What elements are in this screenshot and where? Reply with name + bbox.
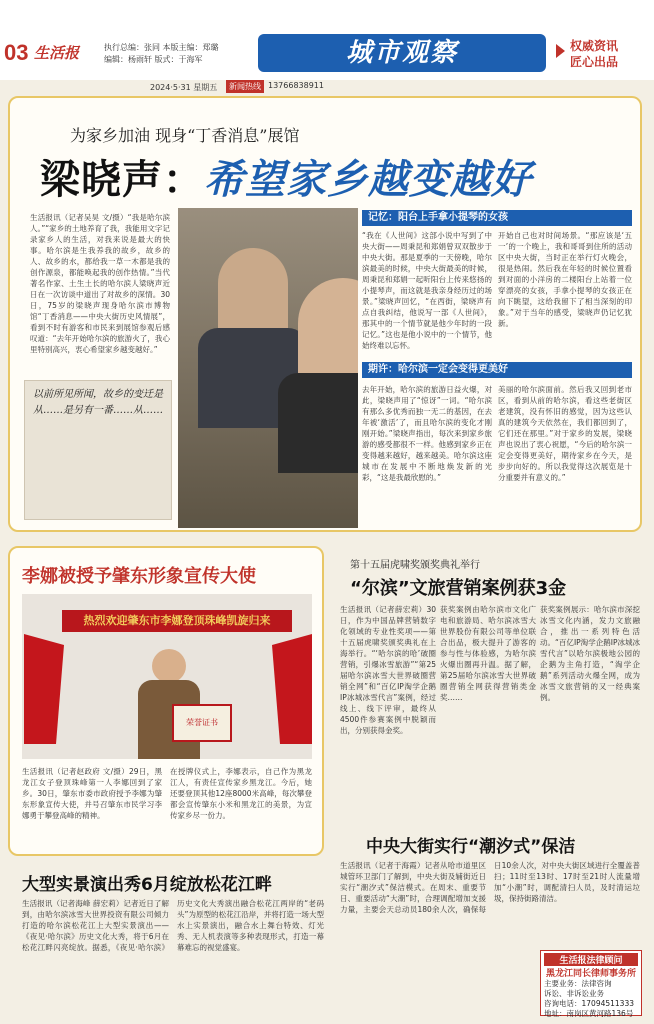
lina-headline: 李娜被授予肇东形象宣传大使	[22, 566, 256, 587]
ad-line-3: 咨询电话：17094511333	[544, 999, 634, 1008]
lina-photo	[22, 594, 312, 759]
handwritten-note-photo	[24, 380, 172, 520]
street-headline: 中央大街实行“潮汐式”保洁	[366, 837, 576, 857]
show-text: 生活报讯（记者海峰 薛宏莉）记者近日了解到，由哈尔滨冰雪大世界投资有限公司倾力打造的哈尔滨松花江上大型实景演出——《夜见·哈尔滨》历史文化大秀，将于6月在松花江畔闪亮绽放。据悉，《夜见·哈尔滨》历史文化大秀演出融合松花江两岸的“老码头”为原型的松花江沿岸，并将打造一场大型水上实景演出，融合水上舞台特效、灯光秀、无人机表演等多种表现形式，打造一幕幕难忘的视觉盛宴。	[22, 899, 324, 952]
show-headline: 大型实景演出秀6月绽放松花江畔	[22, 875, 272, 895]
ad-line-2: 诉讼、非诉讼业务	[544, 989, 604, 998]
feature-intro: 生活报讯（记者吴昊 文/摄）“我是哈尔滨人。”“家乡的土地养育了我，我能用文字记录家乡人的生活，对我来说是最大的快事。哈尔滨是生我养我的故乡，故乡的人、故乡的水，都给我一草一木都是我的创作源泉，都能唤起我的创作热情。”当代著名作家、土生土长的哈尔滨人梁晓声近日在一次访谈中道出了对故乡的深情。30日，75岁的梁晓声现身哈尔滨市博物馆“丁香消息——中央大街历史风情展”，看到不时有游客和市民来到展馆参观后感叹道：“去年开始哈尔滨的旅游火了，我心里特别高兴，衷心希望家乡越变越好。”	[30, 213, 170, 354]
section-heading-hope: 期许：哈尔滨一定会变得更美好	[362, 362, 632, 378]
feature-photo	[178, 208, 358, 528]
award-text-col2: 获奖案例由哈尔滨市文化广电和旅游局、哈尔滨冰雪大世界股份有限公司等单位联合出品，极大提升了游客的参与性与体验感，为哈尔滨火爆出圈再升温。据了解，第25届哈尔滨冰雪大世界破圈营销全网获得营销类金奖……	[440, 605, 536, 702]
ad-line-1: 主要业务：法律咨询	[544, 979, 612, 988]
section-heading-memory: 记忆：阳台上手拿小提琴的女孩	[362, 210, 632, 226]
staff-credits	[104, 42, 219, 66]
slogan	[570, 38, 618, 70]
award-headline: “尔滨”文旅营销案例获3金	[350, 578, 567, 599]
section-memory-text-2: 开始自己也对时间场景。“那应该是‘五一’的一个晚上，我和哥哥到住所的活动区中央大街，当时正在举行灯火晚会，很是热闹。然后我在年轻的时候位置看到对面的小洋房的二楼阳台上站着一位穿漂亮的女孩，手拿小提琴的女孩正在向下眺望，这给我留下了相当深刻的印象。”对于当年的感受，梁晓声仍记忆犹新。	[498, 231, 632, 328]
certificate: 荣誉证书	[172, 704, 232, 742]
award-text-col3: 获奖案例展示：哈尔滨市深挖冰雪文化内涵，发力文旅融合，推出一系列特色活动。“百亿IP淘学企鹅IP冰城冰雪代言”以哈尔滨极地公园的企鹅为主角打造，“淘学企鹅”系列活动火爆全网，成为冰雪文旅营销的又一经典案例。	[540, 605, 640, 702]
welcome-banner: 热烈欢迎肇东市李娜登顶珠峰凯旋归来	[62, 610, 292, 632]
ad-title: 黑龙江同长律师事务所	[545, 969, 636, 979]
person-figure	[218, 248, 288, 338]
feature-title-name: 梁晓声：	[40, 156, 204, 203]
section-memory-text: “我在《人世间》这部小说中写到了中央大街——周秉昆和郑娟曾双双散步于中央大街。那是夏季的一天傍晚，哈尔滨最美的时候，中央大街最美的时候，周秉昆和郑娟一起听阳台上传来悠扬的小提琴声，而这就是我亲身经历过的场景。”梁晓声回忆，“在西街，梁晓声有点自我纠结，他说写一部《人世间》，那其中的一个情节就是他少年时的一段记忆。”这也是他小说中的一个情节，他始终难以忘怀。	[362, 231, 492, 350]
section-banner: 城市观察	[258, 34, 546, 72]
staff-line-1: 执行总编：张同 本版主编：郑璐	[104, 43, 219, 52]
lina-text-left: 生活报讯（记者赵政府 文/摄）29日，黑龙江女子登顶珠峰第一人李娜回到了家乡。30日，肇东市委市政府授予李娜为肇东形象宣传大使，并号召肇东市民学习李娜勇于攀登高峰的精神。	[22, 767, 162, 820]
person-figure	[152, 649, 186, 683]
arrow-icon	[556, 44, 565, 58]
person-figure	[298, 278, 358, 388]
feature-title-quote: 希望家乡越变越好	[204, 156, 532, 203]
flag-right-icon	[272, 634, 312, 744]
lina-text-right: 在授牌仪式上，李娜表示，自己作为黑龙江人，有责任宣传家乡黑龙江。今后，她还要登顶其他12座8000米高峰，每次攀登都会宣传肇东小米和黑龙江的美景，为宣传家乡尽一份力。	[170, 767, 312, 820]
slogan-line-1: 权威资讯	[570, 39, 619, 53]
ad-top: 生活报法律顾问	[544, 953, 638, 966]
person-figure	[278, 373, 358, 473]
staff-line-2: 编辑：杨雨轩 版式：于海军	[104, 55, 203, 64]
award-text-col1: 生活报讯（记者薛宏莉）30日，作为中国品牌营销数字化领域的专业性奖项——第十五届虎啸奖颁奖典礼在上海举行。“‘哈尔滨的哈’破圈营销，引爆冰雪旅游”“第25届哈尔滨冰雪大世界破圈营销全网”和“百亿IP淘学企鹅IP冰城冰雪代言”案例，经过线上、线下评审，最终从4500件参赛案例中脱颖而出，分别获得金奖。	[340, 605, 436, 735]
law-firm-ad	[540, 950, 642, 1016]
section-hope-text: 去年开始，哈尔滨的旅游日益火爆，对此，梁晓声用了“惊讶”一词。“哈尔滨有那么多优秀而独一无二的基因，在去年被‘激活’了，而且哈尔滨的变化才刚刚开始。”梁晓声指出，每次来到家乡旅游的感受都很不一样。他感到家乡正在变得越来越好，越来越美。哈尔滨这座城市在发展中不断地焕发新的光彩，“这是我最欣慰的。”	[362, 385, 492, 482]
handwritten-note-text: 以前所见所闻，故乡的变迁是从……是另有一番……从……	[33, 389, 163, 416]
flag-left-icon	[24, 634, 64, 744]
ad-line-4: 地址：南岗区黄河路136号	[544, 1009, 634, 1018]
hotline-number: 13766838911	[268, 81, 324, 90]
page-number: 03	[4, 40, 29, 65]
hotline-label: 新闻热线	[226, 80, 264, 93]
feature-title	[40, 148, 532, 205]
street-text: 生活报讯（记者于海霞）记者从哈市道里区城管环卫部门了解到，中央大街及辅街近日实行“潮汐式”保洁模式。在周末、重要节日、重要活动“大潮”时，合理调配增加支援力量，主要会天总动员180余人次，确保每日10余人次，对中央大街区域进行全覆盖普扫；11时至13时、17时至21时人流量增加“小潮”时，调配清扫人员，及时清运垃圾，保持街路清洁。	[340, 861, 640, 914]
issue-date: 2024·5·31 星期五	[150, 83, 218, 92]
paper-logo: 生活报	[34, 44, 80, 62]
section-hope-text-2: 美丽的哈尔滨面前。然后我又回到老市区，看到从前的哈尔滨，看这些老街区老建筑，没有怀旧的感觉，因为这些认真的建筑今天依然在，我们都回到了，它们还在那里。”对于家乡的发展，梁晓声也说出了衷心祝愿，“今后的哈尔滨一定会变得更美好，期待家乡在今天，是步步向好的。所以我觉得这次展览是十分重要并有意义的。”	[498, 385, 632, 482]
award-kicker: 第十五届虎啸奖颁奖典礼举行	[350, 560, 480, 571]
feature-subtitle: 为家乡加油 现身“丁香消息”展馆	[70, 126, 300, 145]
slogan-line-2: 匠心出品	[570, 55, 619, 69]
